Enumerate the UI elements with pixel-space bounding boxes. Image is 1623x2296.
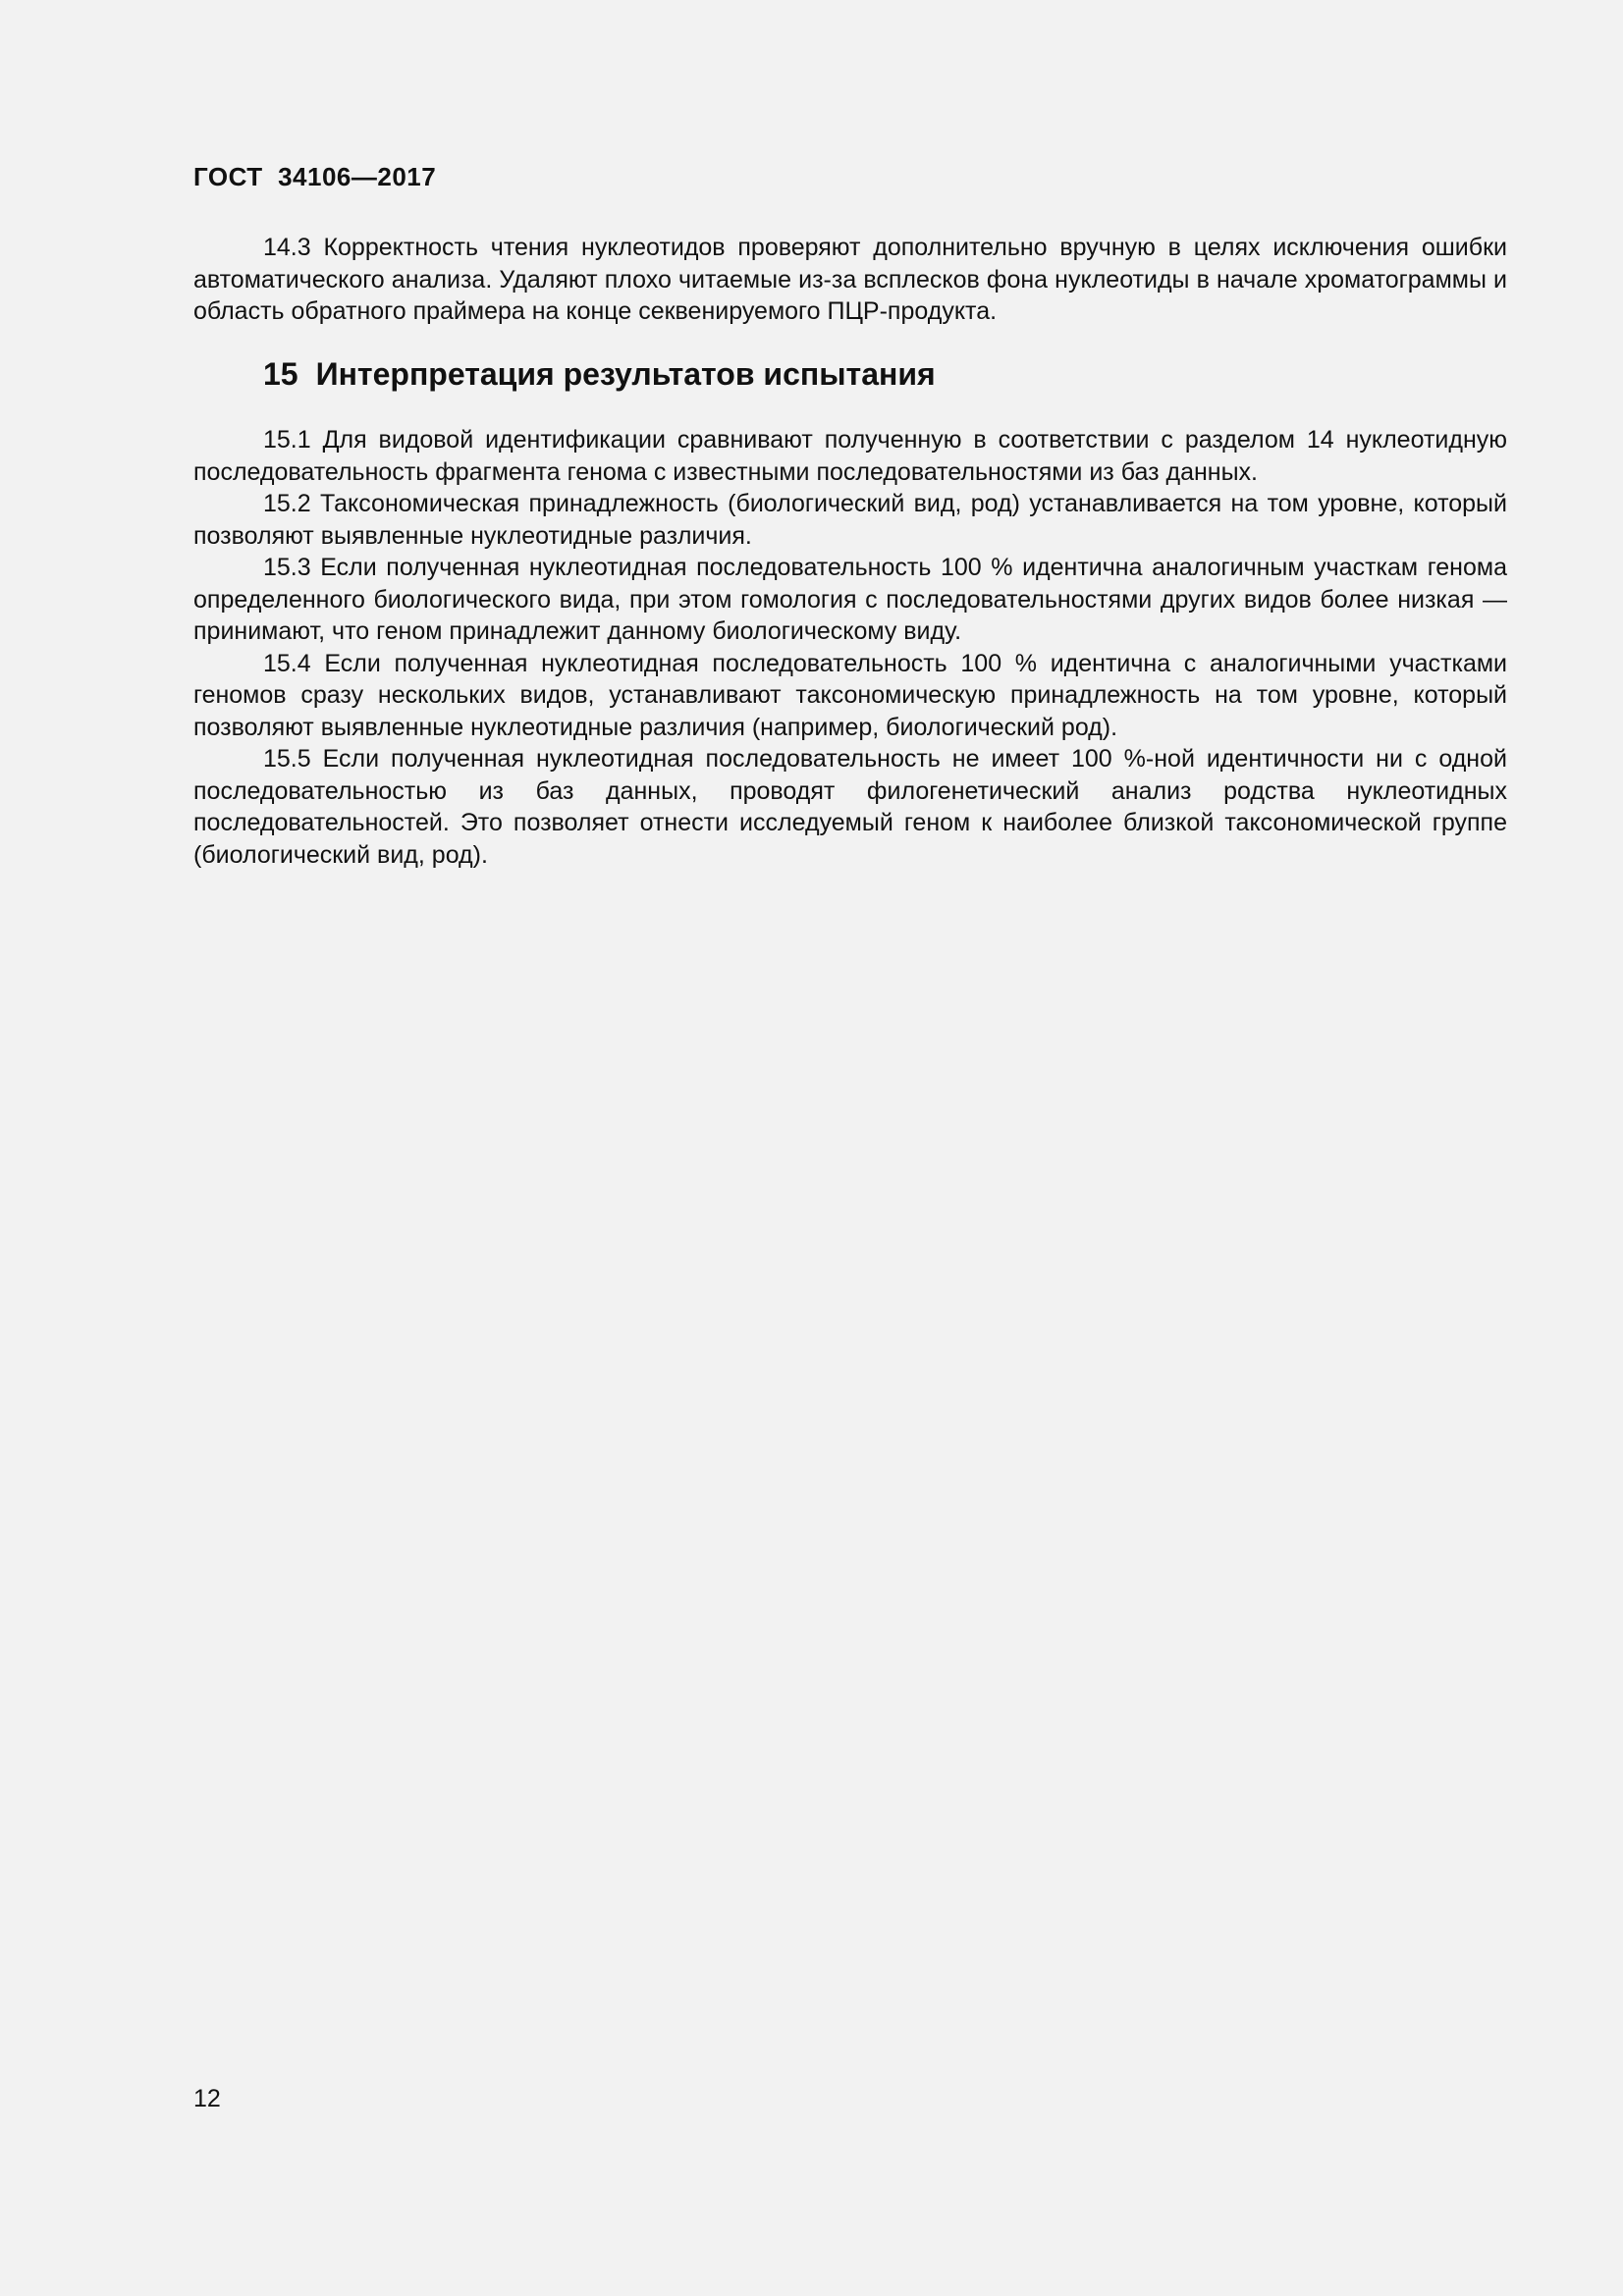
section-15-number: 15: [263, 356, 298, 392]
paragraph-15-2: 15.2 Таксономическая принадлежность (биологический вид, род) устанавливается на том уровне, который позволяют выявленные нуклеотидные различия.: [193, 490, 1507, 550]
section-15-title: Интерпретация результатов испытания: [315, 356, 936, 392]
paragraph-15-4: 15.4 Если полученная нуклеотидная последовательность 100 % идентична с аналогичными участками геномов сразу нескольких видов, устанавливают таксономическую принадлежность на том уровне, который позволяют выявленные нуклеотидные различия (например, биологический род).: [193, 649, 1507, 741]
document-header-code: ГОСТ 34106—2017: [193, 162, 437, 191]
paragraph-15-3: 15.3 Если полученная нуклеотидная последовательность 100 % идентична аналогичным участкам генома определенного биологического вида, при этом гомология с последовательностями других видов более низкая — принимают, что геном принадлежит данному биологическому виду.: [193, 554, 1507, 645]
paragraph-15-5: 15.5 Если полученная нуклеотидная последовательность не имеет 100 %-ной идентичности ни с одной последовательностью из баз данных, проводят филогенетический анализ родства нуклеотидных последовательностей. Это позволяет отнести исследуемый геном к наиболее близкой таксономической группе (биологический вид, род).: [193, 745, 1507, 869]
paragraph-14-3: 14.3 Корректность чтения нуклеотидов проверяют дополнительно вручную в целях исключения ошибки автоматического анализа. Удаляют плохо читаемые из-за всплесков фона нуклеотиды в начале хроматограммы и область обратного праймера на конце секвенируемого ПЦР-продукта.: [193, 234, 1507, 325]
section-15-body: [193, 424, 1507, 871]
section-15-heading: [263, 356, 936, 393]
section-14-continuation: [193, 232, 1507, 328]
paragraph-15-1: 15.1 Для видовой идентификации сравнивают полученную в соответствии с разделом 14 нуклеотидную последовательность фрагмента генома с известными последовательностями из баз данных.: [193, 426, 1507, 486]
page-number: 12: [193, 2085, 221, 2112]
